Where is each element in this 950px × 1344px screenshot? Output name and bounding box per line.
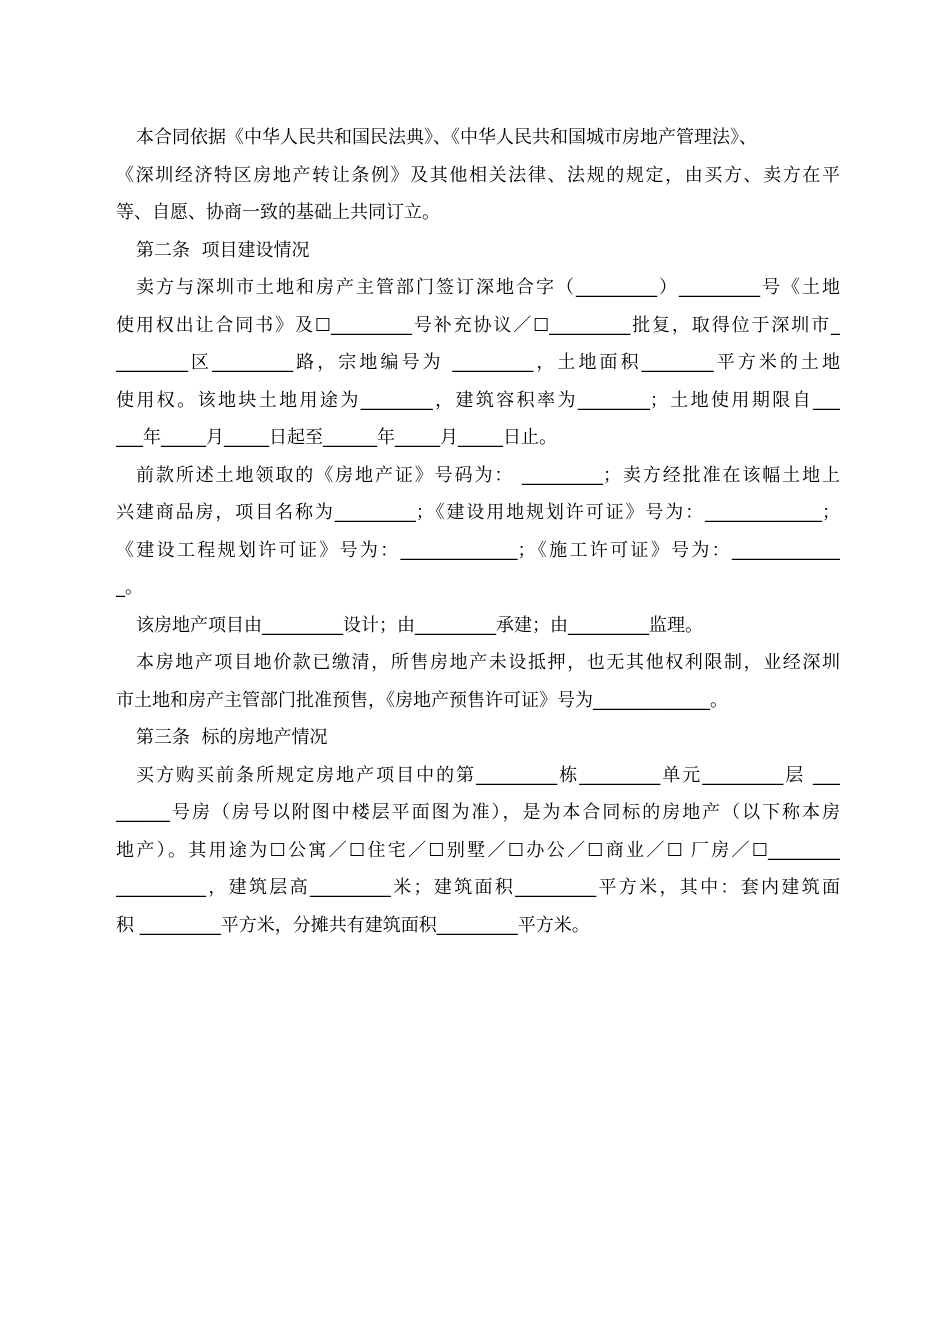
text-line: 《深圳经济特区房地产转让条例》及其他相关法律、法规的规定，由买方、卖方在平 bbox=[116, 164, 840, 186]
text-line: 本房地产项目地价款已缴清，所售房地产未设抵押，也无其他权利限制，业经深圳 bbox=[136, 652, 840, 673]
text-line: 卖方与深圳市土地和房产主管部门签订深地合字（_________）_________号《土地 bbox=[136, 277, 840, 298]
text-line: 本合同依据《中华人民共和国民法典》、《中华人民共和国城市房地产管理法》、 bbox=[136, 127, 757, 148]
text-line: 使用权。该地块土地用途为________，建筑容积率为________；土地使用期限自___ bbox=[116, 389, 840, 411]
text-line: ________区_________路，宗地编号为 _________，土地面积________平方米的土地 bbox=[116, 352, 840, 373]
text-line: 该房地产项目由_________设计；由_________承建；由_________监理。 bbox=[136, 614, 703, 636]
text-line: 地产）。其用途为☐公寓／☐住宅／☐别墅／☐办公／☐商业／☐ 厂房／☐________ bbox=[116, 839, 840, 861]
contract-body bbox=[116, 119, 840, 944]
text-line: 等、自愿、协商一致的基础上共同订立。 bbox=[116, 202, 440, 223]
text-line: 市土地和房产主管部门批准预售，《房地产预售许可证》号为_____________。 bbox=[116, 689, 728, 711]
text-line: 兴建商品房，项目名称为_________；《建设用地规划许可证》号为：_____________； bbox=[116, 502, 840, 523]
text-line: 第二条 项目建设情况 bbox=[136, 239, 310, 261]
text-line: ______号房（房号以附图中楼层平面图为准），是为本合同标的房地产（以下称本房 bbox=[116, 802, 840, 823]
text-line: 使用权出让合同书》及☐_________号补充协议／☐_________批复，取得位于深圳市_ bbox=[116, 314, 840, 336]
text-line: 《建设工程规划许可证》号为：_____________；《施工许可证》号为：____________ bbox=[116, 539, 840, 561]
text-line: _。 bbox=[116, 577, 143, 598]
text-line: ___年_____月_____日起至______年_____月_____日止。 bbox=[116, 427, 557, 448]
text-line: __________，建筑层高_________米；建筑面积_________平方米，其中：套内建筑面 bbox=[116, 877, 840, 898]
text-line: 买方购买前条所规定房地产项目中的第_________栋_________单元_________层 ___ bbox=[136, 764, 840, 786]
text-line: 积 _________平方米，分摊共有建筑面积_________平方米。 bbox=[116, 914, 590, 936]
text-line: 第三条 标的房地产情况 bbox=[136, 727, 328, 748]
text-line: 前款所述土地领取的《房地产证》号码为： _________；卖方经批准在该幅土地上 bbox=[136, 464, 840, 486]
